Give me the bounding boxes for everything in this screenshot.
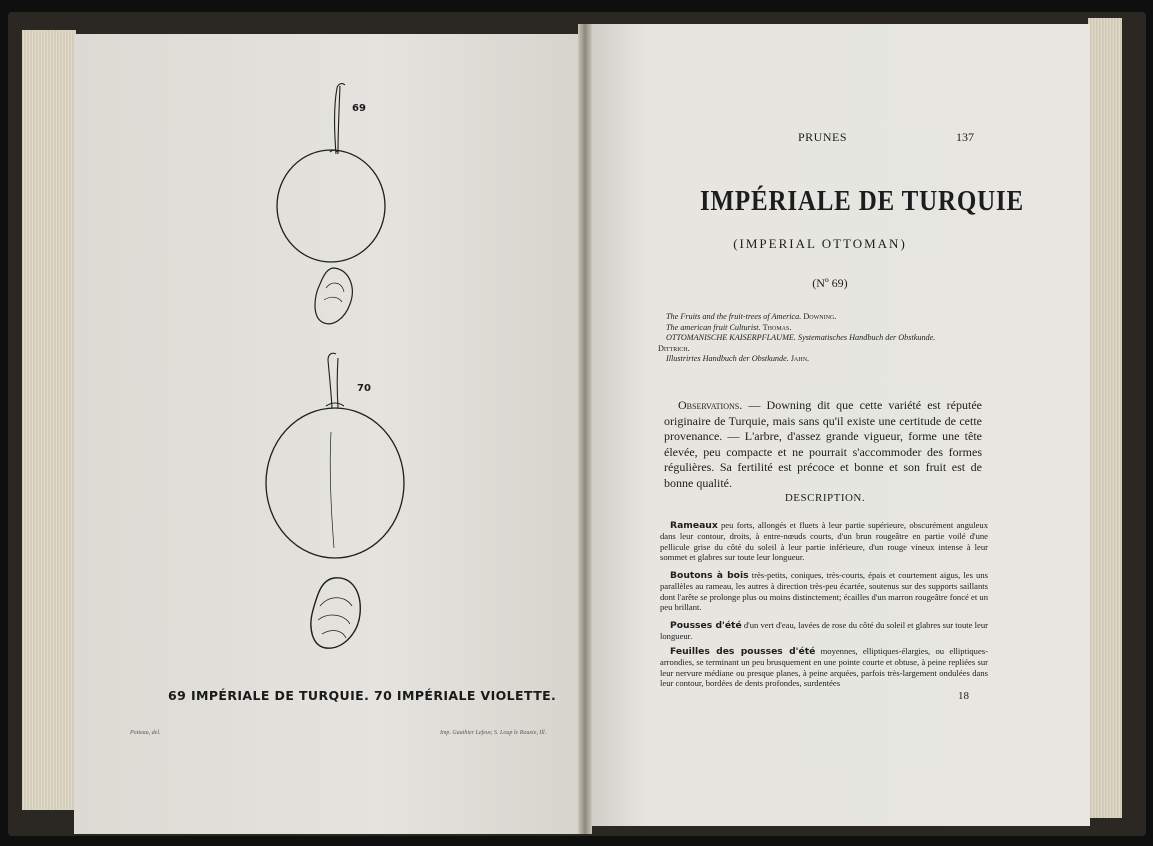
- references: [658, 312, 982, 365]
- plate-caption: 69 IMPÉRIALE DE TURQUIE. 70 IMPÉRIALE VIOLETTE.: [168, 688, 557, 703]
- plum-70-stalk: [328, 353, 338, 408]
- plum-69-stalk: [335, 84, 345, 154]
- running-title: PRUNES: [798, 130, 848, 144]
- plum-70-fruit: [266, 408, 404, 558]
- subtitle: (IMPERIAL OTTOMAN): [733, 236, 907, 251]
- description-heading: DESCRIPTION.: [784, 492, 866, 504]
- reference-item: The american fruit Culturist. Thomas.: [666, 322, 792, 332]
- observations-paragraph: Observations. — Downing dit que cette variété est réputée originaire de Turquie, mais sans qu'il existe une certitude de cette provenance. — L'arbre, d'assez grande vigueur, forme une tête élevée, peu compacte et ne pourrait s'accommoder des formes régulières. Sa fertilité est précoce et bonne et son fruit est de bonne qualité.: [664, 398, 982, 490]
- page-title: IMPÉRIALE DE TURQUIE: [700, 186, 1024, 218]
- description-rameaux: Rameaux peu forts, allongés et fluets à leur partie supérieure, obscurément anguleux dans leur contour, droits, à entre-nœuds courts, d'un brun rougeâtre en partie voilé d'une pellicule grise du côté du soleil à leur partie inférieure, d'un rouge vineux intense à leur sommet et glabres sur toute leur longueur.: [660, 520, 988, 563]
- credit-printer: Imp. Gauthier Lefeuv, S. Loup le Rouxie, Ill.: [440, 730, 547, 736]
- description-pousses: Pousses d'été d'un vert d'eau, lavées de rose du côté du soleil et glabres sur toute leur longueur.: [660, 620, 988, 642]
- page-number: 137: [956, 130, 974, 144]
- reference-item: Dittrich.: [658, 343, 690, 353]
- credit-artist: Poiteau, del.: [130, 730, 161, 736]
- reference-item: The Fruits and the fruit-trees of America. Downing.: [666, 312, 837, 321]
- description-feuilles: Feuilles des pousses d'été moyennes, elliptiques-élargies, ou elliptiques-arrondies, se terminant un peu brusquement en une pointe courte et obtuse, à peine repliées sur leur nervure médiane ou presque planes, à peine arquées, parfois très-largement ondulées dans leur contour, bordées de dents profondes, surdentées: [660, 646, 988, 689]
- plum-69-fruit: [277, 150, 385, 262]
- variety-number: (Nº 69): [812, 276, 848, 290]
- plum-69-stone: [315, 268, 352, 324]
- signature-mark: 18: [958, 690, 969, 702]
- figure-label-69: 69: [352, 103, 366, 114]
- description-boutons: Boutons à bois très-petits, coniques, très-courts, épais et courtement aigus, les uns parallèles au rameau, les autres à direction très-peu écartée, soutenus sur des supports saillants dont l'arête se prolonge plus ou moins distinctement; écailles d'un marron rougeâtre foncé et un peu brillant.: [660, 570, 988, 613]
- figure-label-70: 70: [357, 383, 371, 394]
- plum-70-stone: [311, 578, 360, 648]
- reference-item: OTTOMANISCHE KAISERPFLAUME. Systematisches Handbuch der Obstkunde.: [666, 333, 936, 343]
- reference-item: Illustrirtes Handbuch der Obstkunde. Jahn.: [666, 354, 810, 364]
